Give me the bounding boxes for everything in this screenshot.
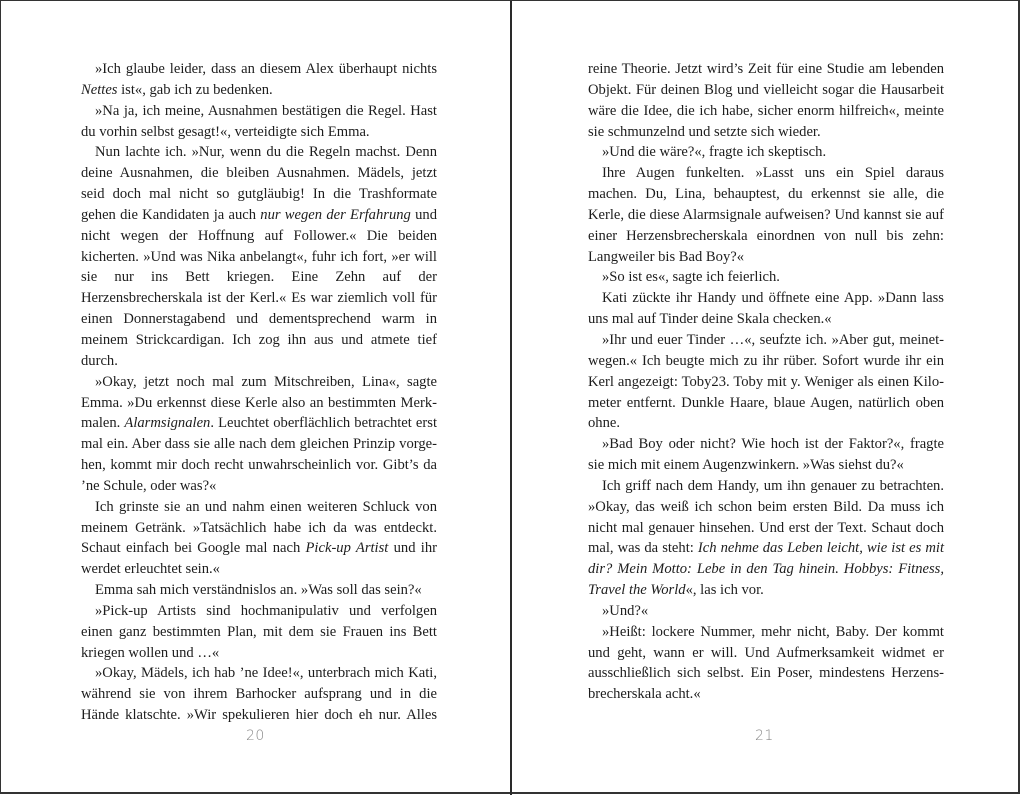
italic-text: Nettes: [81, 81, 118, 98]
text: »Okay, Mädels, ich hab ’ne Idee!«, unterbrach mich Kati, während sie von ihrem Barhocker aufsprang und in die Hände klatschte. »Wir spekulieren hier doch eh nur. Alles: [81, 665, 437, 724]
paragraph: [81, 601, 437, 664]
paragraph: [588, 434, 944, 476]
paragraph: [588, 59, 944, 142]
text: ist«, gab ich zu bedenken.: [117, 81, 273, 98]
page-gutter-divider: [510, 1, 512, 795]
paragraph: [81, 580, 437, 601]
page-number-left: 20: [246, 728, 265, 744]
page-number-right: 21: [755, 728, 774, 744]
paragraph: [588, 330, 944, 434]
italic-text: Alarmsignalen: [124, 415, 211, 432]
text: Ich grinste sie an und nahm einen weiteren Schluck von meinem Getränk. »Tatsächlich habe ich da was entdeckt. Schaut einfach bei Google mal nach: [81, 498, 437, 557]
paragraph: [588, 476, 944, 601]
italic-text: Pick-up Artist: [305, 540, 389, 557]
right-page: [588, 59, 944, 705]
text: Ihre Augen funkelten. »Lasst uns ein Spiel daraus machen. Du, Lina, behauptest, du erkennst sie alle, die Kerle, die diese Alarmsignale aufweisen? Und kannst sie auf einer Herzensbrecherskala einordnen von null bis zehn: Langweiler bis Bad Boy?«: [588, 165, 944, 265]
paragraph: [81, 497, 437, 580]
paragraph: [81, 101, 437, 143]
paragraph: [81, 663, 437, 726]
text: »Ich glaube leider, dass an diesem Alex überhaupt nichts: [95, 61, 437, 77]
text: »Heißt: lockere Nummer, mehr nicht, Baby. Der kommt und geht, wann er will. Und Aufmerksamkeit widmet er ausschließlich sich selbst. Ein Poser, mindestens Herzensbrecherskala acht.«: [588, 623, 944, 703]
paragraph: [588, 601, 944, 622]
text: reine Theorie. Jetzt wird’s Zeit für eine Studie am lebenden Objekt. Für deinen Blog und vielleicht sogar die Hausarbeit wäre die Idee, die ich habe, sicher enorm hilfreich«, meinte sie schmunzelnd und setzte sich wieder.: [588, 61, 944, 140]
text: Nun lachte ich. »Nur, wenn du die Regeln machst. Denn deine Ausnahmen, die bleiben Ausnahmen. Mädels, jetzt seid doch mal nicht so gutgläubig! In die Trashformate gehen die Kandidaten ja auch: [81, 144, 437, 223]
paragraph: [588, 622, 944, 705]
text: »Und?«: [602, 602, 649, 619]
text: »Pick-up Artists sind hochmanipulativ und verfolgen einen ganz bestimmten Plan, mit dem sie Frauen ins Bett kriegen wollen und …«: [81, 602, 437, 661]
text: »Okay, jetzt noch mal zum Mitschreiben, Lina«, sagte Emma. »Du erkennst diese Kerle also an bestimmten Merkmalen.: [81, 373, 437, 432]
text: und nicht wegen der Hoffnung auf Follower.« Die beiden kicherten. »Und was Nika anbelangt«, fuhr ich fort, »er will sie nur ins Bett kriegen. Eine Zehn auf der Herzensbrecherskala ist der Kerl.« Es war ziemlich voll für einen Donnerstagabend und dementsprechend warm in meinem Strickcardigan. Ich zog ihn aus und atmete tief durch.: [81, 206, 437, 369]
text: Kati zückte ihr Handy und öffnete eine App. »Dann lass uns mal auf Tinder deine Skala checken.«: [588, 290, 944, 328]
text: »Und die wäre?«, fragte ich skeptisch.: [602, 144, 827, 161]
left-page: [81, 59, 437, 726]
text: «, las ich vor.: [685, 582, 764, 599]
paragraph: [588, 288, 944, 330]
paragraph: [588, 267, 944, 288]
paragraph: [588, 163, 944, 267]
text: »Na ja, ich meine, Ausnahmen bestätigen die Regel. Hast du vorhin selbst gesagt!«, verteidigte sich Emma.: [81, 102, 437, 140]
text: »So ist es«, sagte ich feierlich.: [602, 269, 780, 286]
text: Ich griff nach dem Handy, um ihn genauer zu betrachten. »Okay, das weiß ich schon beim ersten Bild. Da muss ich nicht mal genauer hinsehen. Und erst der Text. Schaut doch mal, was da steht:: [588, 477, 944, 557]
text: Emma sah mich verständnislos an. »Was soll das sein?«: [95, 582, 422, 599]
paragraph: [81, 59, 437, 101]
text: und ihr werdet erleuchtet sein.«: [81, 540, 437, 578]
text: »Bad Boy oder nicht? Wie hoch ist der Faktor?«, fragte sie mich mit einem Augenzwinkern. »Was siehst du?«: [588, 436, 944, 474]
paragraph: [81, 142, 437, 371]
paragraph: [81, 372, 437, 497]
text: »Ihr und euer Tinder …«, seufzte ich. »Aber gut, meinetwegen.« Ich beugte mich zu ihr rüber. Sofort wurde ihr ein Kerl angezeigt: Toby23. Toby mit y. Weniger als einen Kilometer entfernt. Dunkle Haare, blaue Augen, natürlich oben ohne.: [588, 331, 944, 432]
italic-text: Ich nehme das Leben leicht, wie ist es mit dir? Mein Motto: Lebe in den Tag hinein. Hobbys: Fitness, Travel the World: [588, 540, 944, 599]
italic-text: nur wegen der Erfahrung: [260, 206, 411, 223]
paragraph: [588, 142, 944, 163]
text: . Leuchtet oberflächlich betrachtet erst mal ein. Aber dass sie alle nach dem gleichen Prinzip vorgehen, kommt mir doch recht unwahrscheinlich vor. Gibt’s da ’ne Schule, oder was?«: [81, 415, 437, 494]
